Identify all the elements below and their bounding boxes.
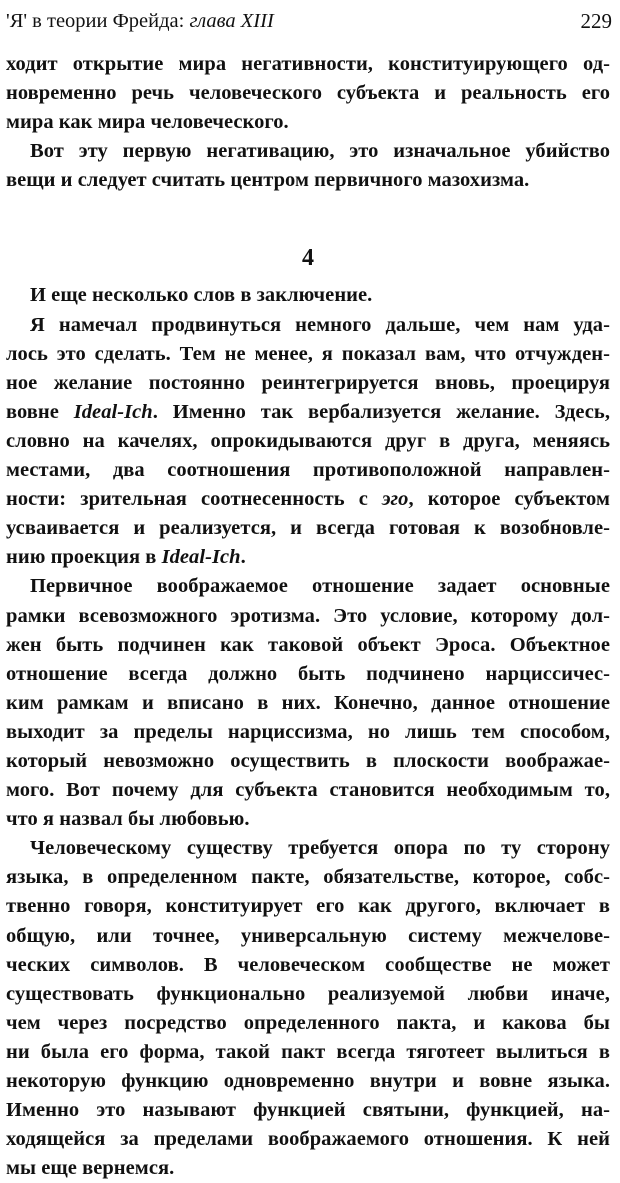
text-line: мого. Вот почему для субъекта становится необходимым то, <box>6 779 610 802</box>
text-line: выходит за пределы нарциссизма, но лишь тем способом, <box>6 720 610 743</box>
running-title-chapter: глава XIII <box>189 10 274 32</box>
paragraph-1 <box>6 50 610 137</box>
text-line <box>6 398 610 427</box>
running-title-main: 'Я' в теории Фрейда: <box>6 10 190 32</box>
text-line: местами, два соотношения противоположной направлен- <box>6 459 610 482</box>
paragraph-6 <box>6 834 610 1183</box>
text-line: усваивается и реализуется, и всегда готовая к возобновле- <box>6 517 610 540</box>
text-line: мира как мира человеческого. <box>6 111 289 134</box>
paragraph-4 <box>6 311 610 573</box>
text-line: чем через посредство определенного пакта, и какова бы <box>6 1011 610 1034</box>
text-line: общую, или точнее, универсальную систему межчелове- <box>6 924 610 947</box>
text-line: жен быть подчинен как таковой объект Эроса. Объектное <box>6 633 610 656</box>
body-text <box>6 50 610 1183</box>
text-run: . Именно так вербализуется желание. Здесь, <box>152 400 610 423</box>
text-line: новременно речь человеческого субъекта и реальность его <box>6 82 610 105</box>
text-line <box>6 485 610 514</box>
text-line: некоторую функцию одновременно внутри и вовне языка. <box>6 1070 610 1092</box>
text-line: ни была его форма, такой пакт всегда тяготеет вылиться в <box>6 1040 610 1063</box>
text-line: рамки всевозможного эротизма. Это условие, которому дол- <box>6 604 610 627</box>
text-line: Именно это называют функцией святыни, функцией, на- <box>6 1099 610 1122</box>
paragraph-5 <box>6 572 610 834</box>
text-line: ческих символов. В человеческом сообществе не может <box>6 953 610 976</box>
text-line: Первичное воображаемое отношение задает основные <box>30 575 610 598</box>
text-line: отношение всегда должно быть подчинено нарциссичес- <box>6 662 610 685</box>
italic-term: эго <box>381 488 409 511</box>
text-line: ходящейся за пределами воображаемого отношения. К ней <box>6 1128 610 1151</box>
text-line: который невозможно осуществить в плоскости воображае- <box>6 749 610 772</box>
text-line: твенно говоря, конституирует его как другого, включает в <box>6 895 610 918</box>
page-number: 229 <box>580 9 612 33</box>
paragraph-2 <box>6 137 610 195</box>
section-number: 4 <box>301 245 315 272</box>
text-line: Человеческому существу требуется опора по ту сторону <box>30 837 610 860</box>
text-line: что я назвал бы любовью. <box>6 808 250 831</box>
text-line: ходит открытие мира негативности, конституирующего од- <box>6 53 610 75</box>
running-title <box>6 6 274 36</box>
italic-term: Ideal-Ich <box>161 546 241 569</box>
text-run: . <box>240 546 246 569</box>
text-line: вещи и следует считать центром первичного мазохизма. <box>6 169 530 192</box>
text-run: вовне <box>6 400 74 423</box>
italic-term: Ideal-Ich <box>73 400 153 423</box>
text-line: ное желание постоянно реинтегрируется вновь, проецируя <box>6 371 610 394</box>
text-line: языка, в определенном пакте, обязательстве, которое, собс- <box>6 866 610 889</box>
text-line: мы еще вернемся. <box>6 1157 175 1180</box>
text-run: нию проекция в <box>6 546 162 569</box>
paragraph-3 <box>6 281 610 310</box>
text-line: ким рамкам и вписано в них. Конечно, данное отношение <box>6 691 610 714</box>
text-line: И еще несколько слов в заключение. <box>30 284 373 307</box>
text-line: словно на качелях, опрокидываются друг в друга, меняясь <box>6 429 610 452</box>
running-head <box>6 6 612 36</box>
text-line: лось это сделать. Тем не менее, я показал вам, что отчужден- <box>6 342 610 365</box>
text-run: ности: зрительная соотнесенность с <box>6 488 382 511</box>
text-line <box>6 543 610 572</box>
text-line: Я намечал продвинуться немного дальше, чем нам уда- <box>30 313 610 336</box>
text-line: существовать функционально реализуемой любви иначе, <box>6 982 610 1005</box>
text-line: Вот эту первую негативацию, это изначальное убийство <box>30 140 610 163</box>
text-run: , которое субъектом <box>408 488 610 511</box>
